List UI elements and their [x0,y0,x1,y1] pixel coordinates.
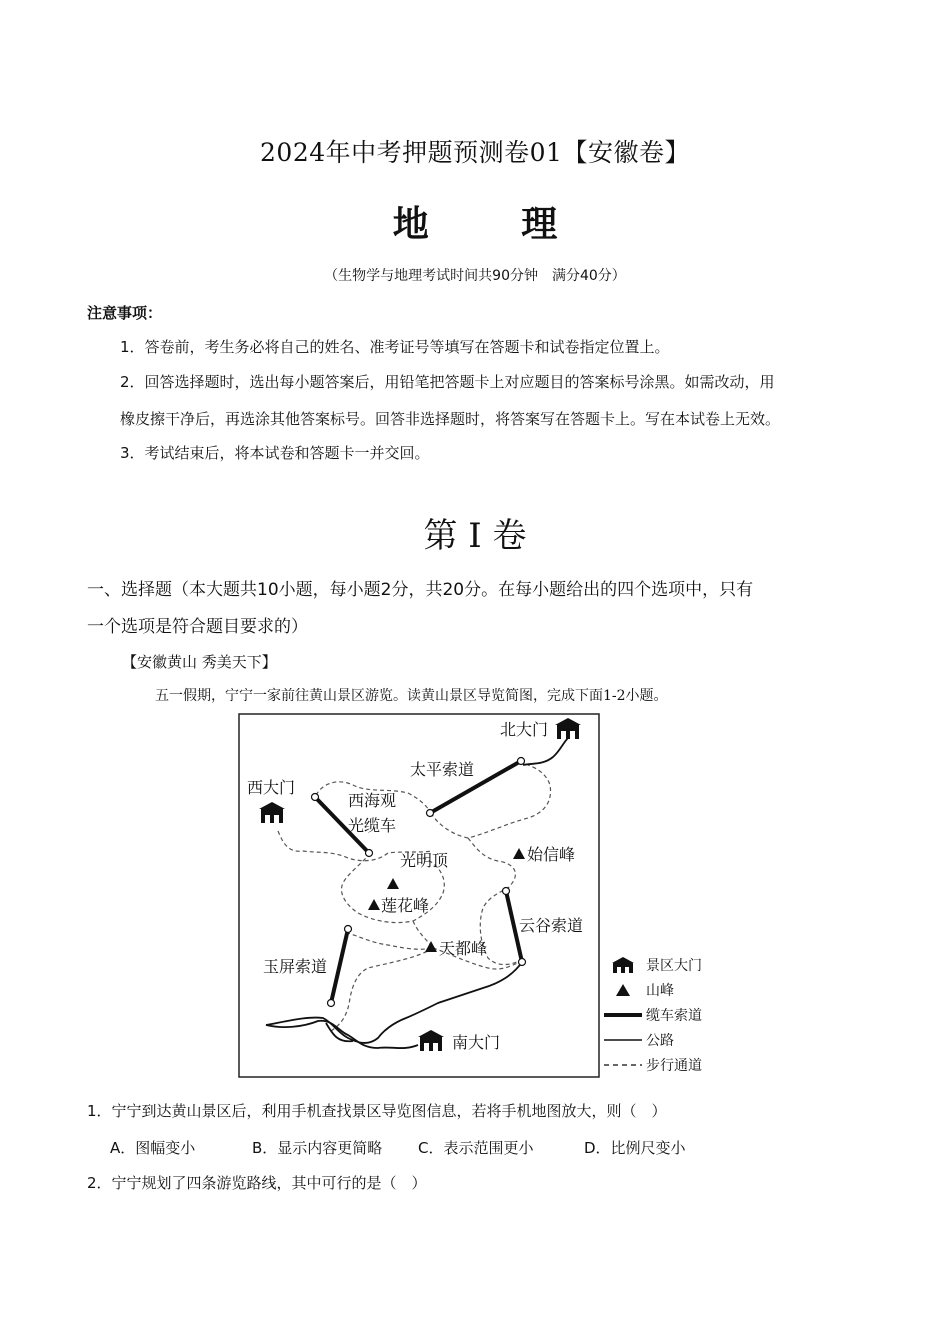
station-taiping-lower [427,810,434,817]
question-1-stem: 1．宁宁到达黄山景区后，利用手机查找景区导览图信息，若将手机地图放大，则（ ） [87,1102,667,1120]
question-2-stem: 2．宁宁规划了四条游览路线，其中可行的是（ ） [87,1174,427,1192]
peak-icon [604,983,642,997]
legend-row-peak [604,979,674,1001]
legend-peak-label: 山峰 [646,983,674,999]
station-yungu-lower [519,959,526,966]
station-xihai-upper [312,794,319,801]
label-yuping-cableway: 玉屏索道 [263,957,328,976]
question-1-option-b: B．显示内容更简略 [252,1139,383,1157]
question-1-option-c: C．表示范围更小 [418,1139,534,1157]
subject-title: 地 理 [392,204,598,245]
label-xihai-line1: 西海观 [348,791,397,810]
theme-line: 【安徽黄山 秀美天下】 [122,653,277,671]
huangshan-map [238,713,600,1078]
notice-item-2: 2．回答选择题时，选出每小题答案后，用铅笔把答题卡上对应题目的答案标号涂黑。如需改动，用 [120,373,775,391]
notice-item-1: 1．答卷前，考生务必将自己的姓名、准考证号等填写在答题卡和试卷指定位置上。 [120,338,670,356]
intro-line: 五一假期，宁宁一家前往黄山景区游览。读黄山景区导览简图，完成下面1-2小题。 [155,688,668,704]
question-1-option-d: D．比例尺变小 [584,1139,686,1157]
exam-info: （生物学与地理考试时间共90分钟 满分40分） [324,268,626,284]
label-west-gate: 西大门 [247,778,296,797]
notice-item-3: 3．考试结束后，将本试卷和答题卡一并交回。 [120,444,430,462]
map-legend [604,950,744,1080]
label-xihai-line2: 光缆车 [348,816,397,835]
section-title: 第 I 卷 [423,516,527,556]
label-guangming-peak: 光明顶 [400,851,449,870]
station-yuping-lower [328,1000,335,1007]
label-yungu-cableway: 云谷索道 [519,916,584,935]
gate-icon [604,956,642,974]
label-tiandu-peak: 天都峰 [439,939,488,958]
legend-cableway-label: 缆车索道 [646,1008,702,1024]
part-heading-line1: 一、选择题（本大题共10小题，每小题2分，共20分。在每小题给出的四个选项中，只有 [87,580,754,600]
label-taiping-cableway: 太平索道 [410,760,475,779]
label-shixin-peak: 始信峰 [527,845,576,864]
legend-row-road [604,1029,674,1051]
label-lianhua-peak: 莲花峰 [381,896,430,915]
notice-item-2-cont: 橡皮擦干净后，再选涂其他答案标号。回答非选择题时，将答案写在答题卡上。写在本试卷上无效。 [120,410,781,428]
legend-row-gate [604,954,702,976]
station-yuping-upper [345,926,352,933]
label-north-gate: 北大门 [500,720,549,739]
cableway-line-icon [604,1012,642,1018]
exam-title: 2024年中考押题预测卷01【安徽卷】 [260,138,690,167]
legend-road-label: 公路 [646,1033,674,1049]
station-yungu-upper [503,888,510,895]
station-xihai-lower [366,850,373,857]
legend-gate-label: 景区大门 [646,958,702,974]
label-south-gate: 南大门 [452,1033,501,1052]
trail-line-icon [604,1063,642,1067]
legend-row-cableway [604,1004,702,1026]
question-1-option-a: A．图幅变小 [110,1139,196,1157]
road-line-icon [604,1038,642,1042]
notice-heading: 注意事项： [87,304,163,322]
legend-row-trail [604,1054,702,1076]
station-taiping-upper [518,758,525,765]
legend-trail-label: 步行通道 [646,1058,702,1074]
part-heading-line2: 一个选项是符合题目要求的） [87,617,308,637]
